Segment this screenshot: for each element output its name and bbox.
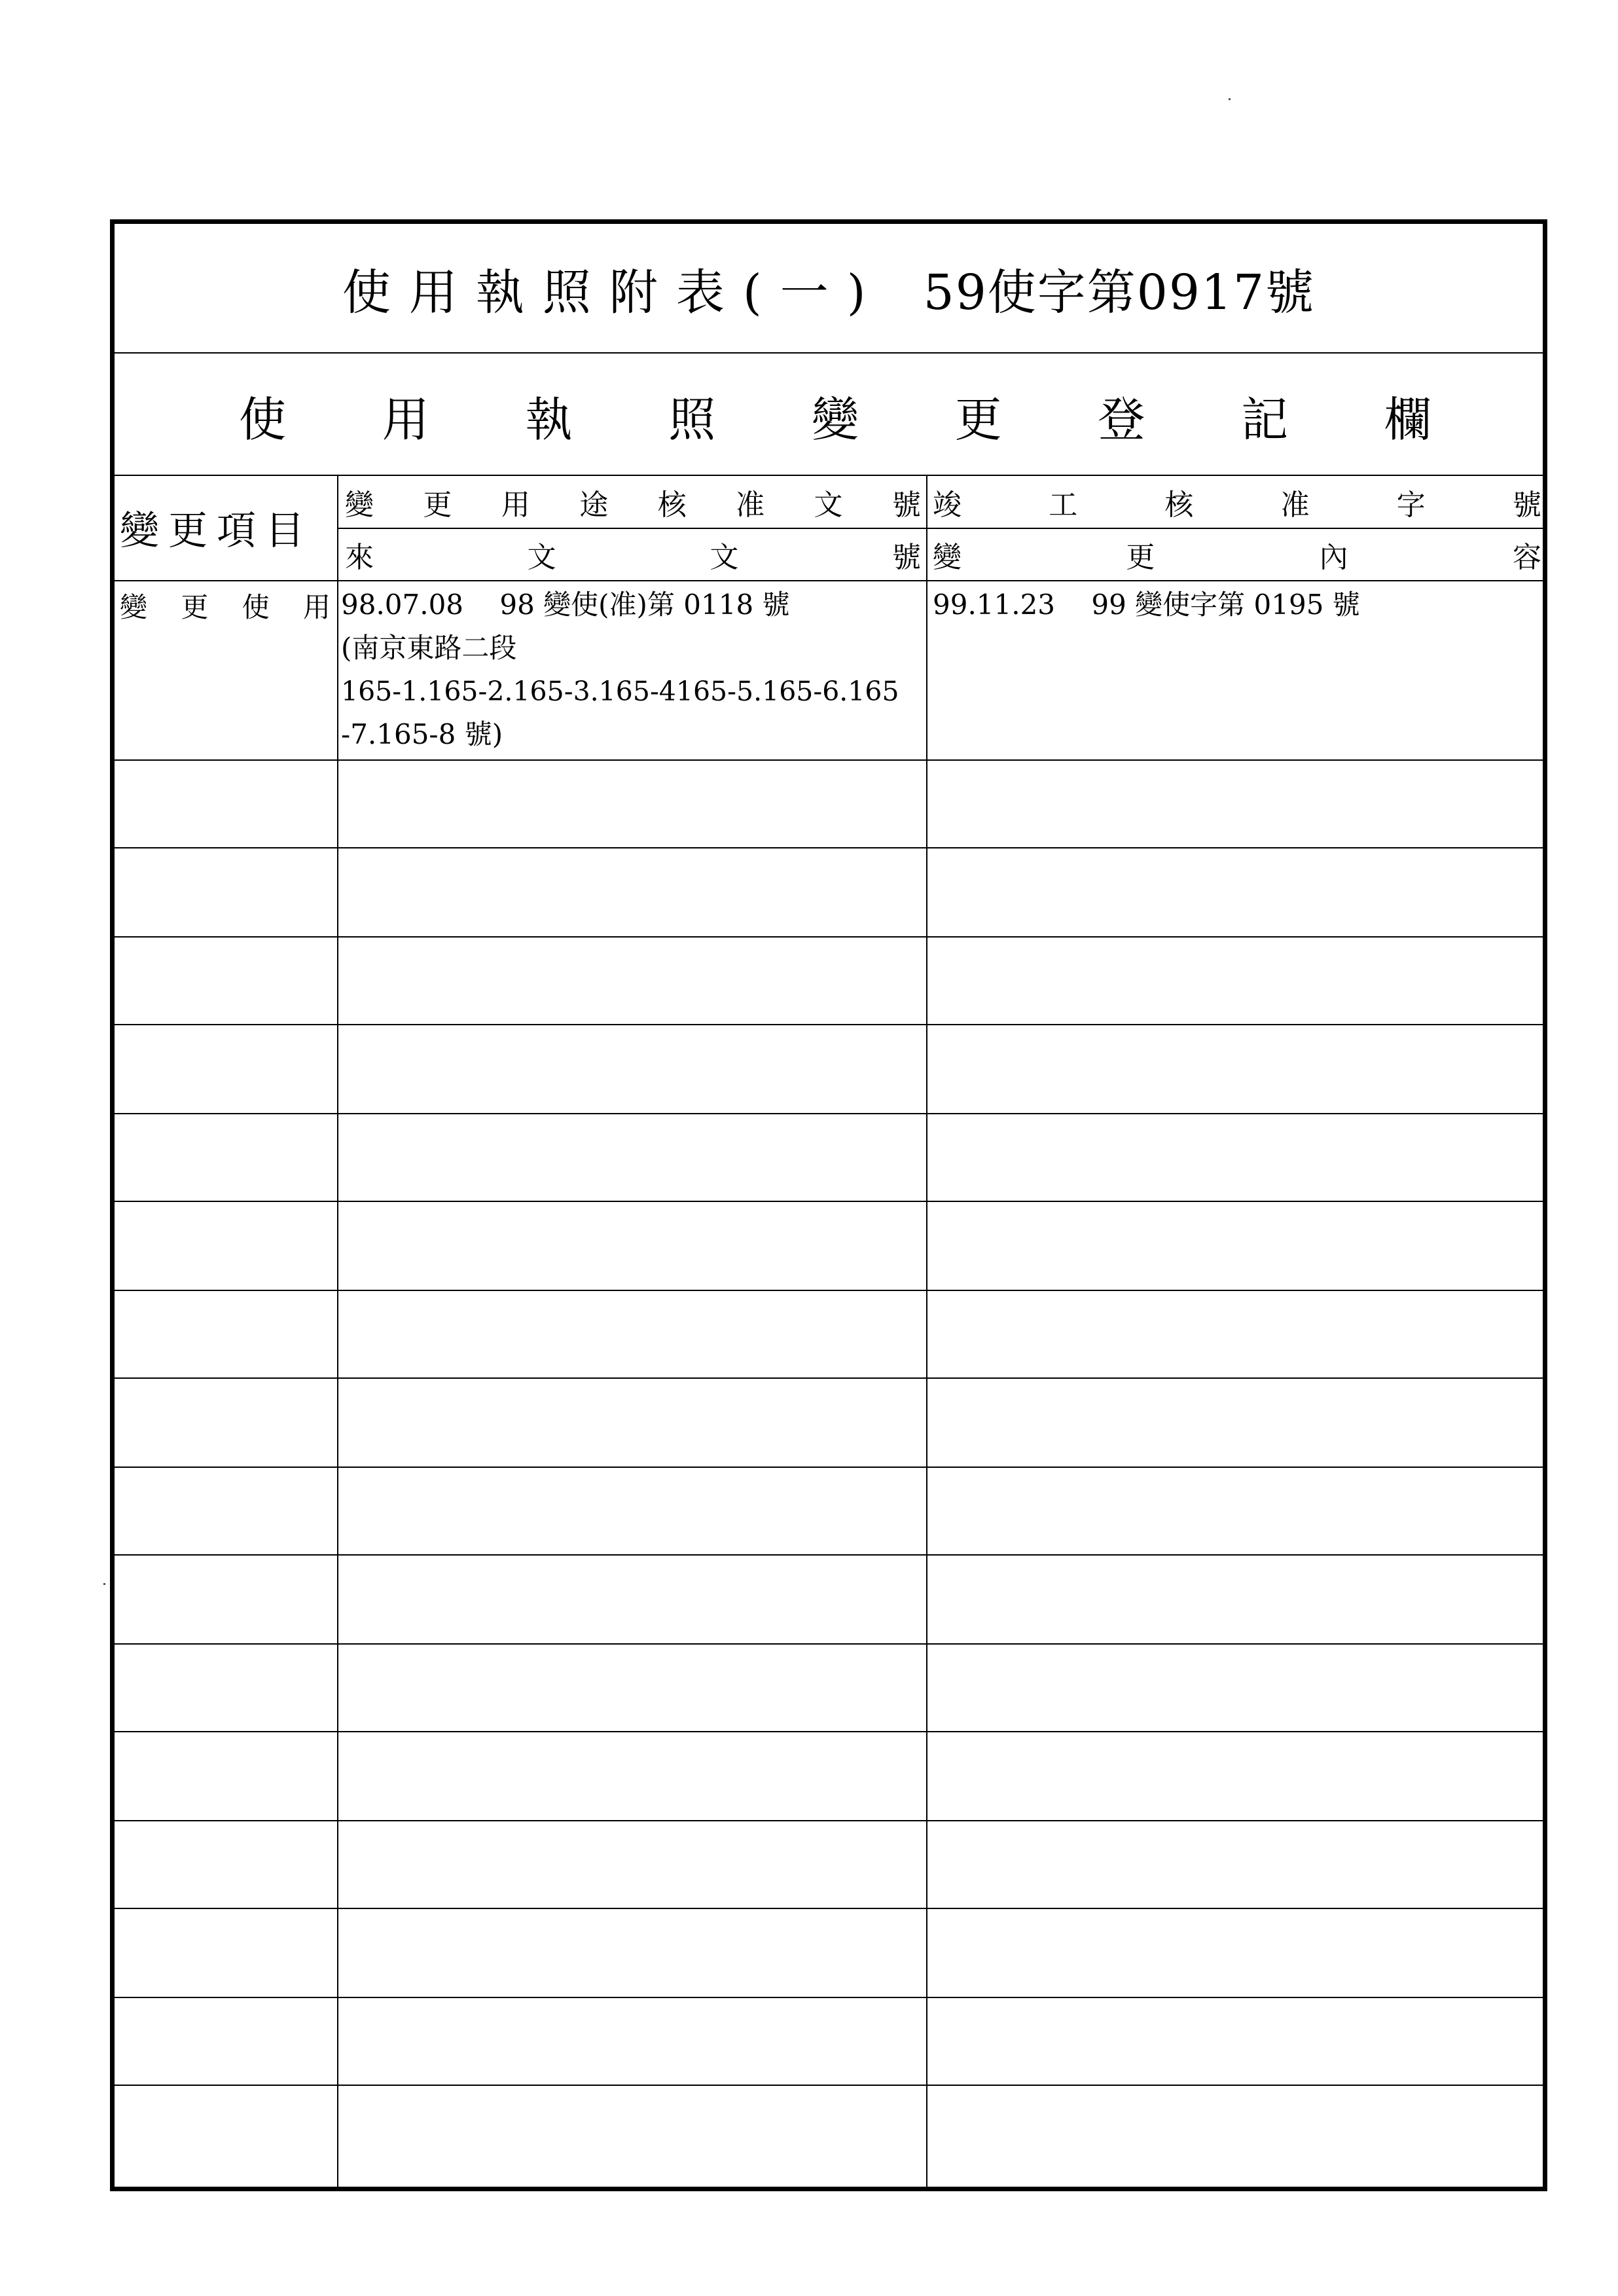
- subtitle-char: 執: [525, 392, 573, 447]
- header-char: 准: [1280, 488, 1310, 522]
- header-char: 用: [501, 488, 530, 522]
- header-char: 途: [579, 488, 609, 522]
- form-title-prefix: 使用執照附表(一): [342, 264, 884, 321]
- row-item: [120, 583, 331, 629]
- header-char: 號: [891, 488, 921, 522]
- header-char: 工: [1049, 488, 1078, 522]
- row-line: [115, 1997, 1543, 1998]
- header-char: 號: [1512, 488, 1541, 522]
- row-item-char: 使: [242, 591, 270, 623]
- row-item-char: 變: [120, 591, 148, 623]
- header-char: 容: [1512, 541, 1541, 574]
- header-change-item-label: 變更項目: [120, 508, 314, 554]
- header-incoming-doc-no: [345, 529, 921, 580]
- divider: [115, 352, 1543, 354]
- header-change-item: [120, 476, 331, 579]
- form-subtitle: [115, 355, 1543, 477]
- subtitle-char: 更: [954, 392, 1002, 447]
- row-line: [115, 1820, 1543, 1821]
- header-approval-doc-no: [345, 477, 921, 528]
- header-char: 更: [1126, 541, 1155, 574]
- row-line: [115, 1024, 1543, 1025]
- subtitle-char: 照: [668, 392, 716, 447]
- column-divider: [926, 475, 927, 2191]
- row-doc-line: (南京東路二段: [341, 632, 517, 664]
- row-line: [115, 2085, 1543, 2086]
- row-line: [115, 1290, 1543, 1291]
- row-line: [115, 936, 1543, 938]
- header-char: 文: [814, 488, 843, 522]
- row-line: [115, 1908, 1543, 1909]
- header-char: 內: [1319, 541, 1348, 574]
- row-line: [115, 759, 1543, 761]
- header-char: 文: [710, 541, 739, 574]
- row-line: [115, 1377, 1543, 1379]
- row-line: [115, 1643, 1543, 1645]
- header-char: 號: [891, 541, 921, 574]
- license-change-form: [110, 219, 1547, 2191]
- scan-speck: [1229, 98, 1231, 100]
- subtitle-char: 欄: [1384, 392, 1431, 447]
- header-change-content: [933, 529, 1541, 580]
- row-line: [115, 1731, 1543, 1732]
- header-bottom-line: [115, 580, 1543, 581]
- subtitle-char: 用: [382, 392, 429, 447]
- row-line: [115, 1554, 1543, 1556]
- row-item-char: 更: [181, 591, 209, 623]
- row-doc-line: 165-1.165-2.165-3.165-4165-5.165-6.165: [341, 676, 899, 707]
- form-title-number: 59使字第0917號: [923, 264, 1316, 321]
- header-char: 竣: [933, 488, 962, 522]
- subtitle-char: 登: [1098, 392, 1145, 447]
- header-char: 核: [657, 488, 687, 522]
- subtitle-char: 使: [239, 392, 287, 447]
- row-change-content: 99.11.23 99 變使字第 0195 號: [933, 589, 1360, 621]
- row-line: [115, 1113, 1543, 1114]
- header-char: 更: [423, 488, 452, 522]
- header-char: 來: [345, 541, 374, 574]
- header-char: 字: [1396, 488, 1426, 522]
- row-line: [115, 1467, 1543, 1468]
- header-char: 變: [345, 488, 374, 522]
- subtitle-char: 變: [811, 392, 859, 447]
- row-item-char: 用: [302, 591, 331, 623]
- row-line: [115, 847, 1543, 848]
- header-char: 變: [933, 541, 962, 574]
- column-divider: [337, 475, 338, 2191]
- scan-speck: [103, 1583, 105, 1585]
- form-title: [115, 224, 1543, 354]
- row-doc-line: -7.165-8 號): [341, 718, 503, 750]
- subtitle-char: 記: [1241, 392, 1289, 447]
- row-doc-line: 98.07.08 98 變使(准)第 0118 號: [341, 589, 790, 621]
- header-char: 文: [527, 541, 556, 574]
- header-char: 准: [736, 488, 765, 522]
- row-line: [115, 1201, 1543, 1202]
- header-completion-approval-no: [933, 477, 1541, 528]
- header-char: 核: [1164, 488, 1194, 522]
